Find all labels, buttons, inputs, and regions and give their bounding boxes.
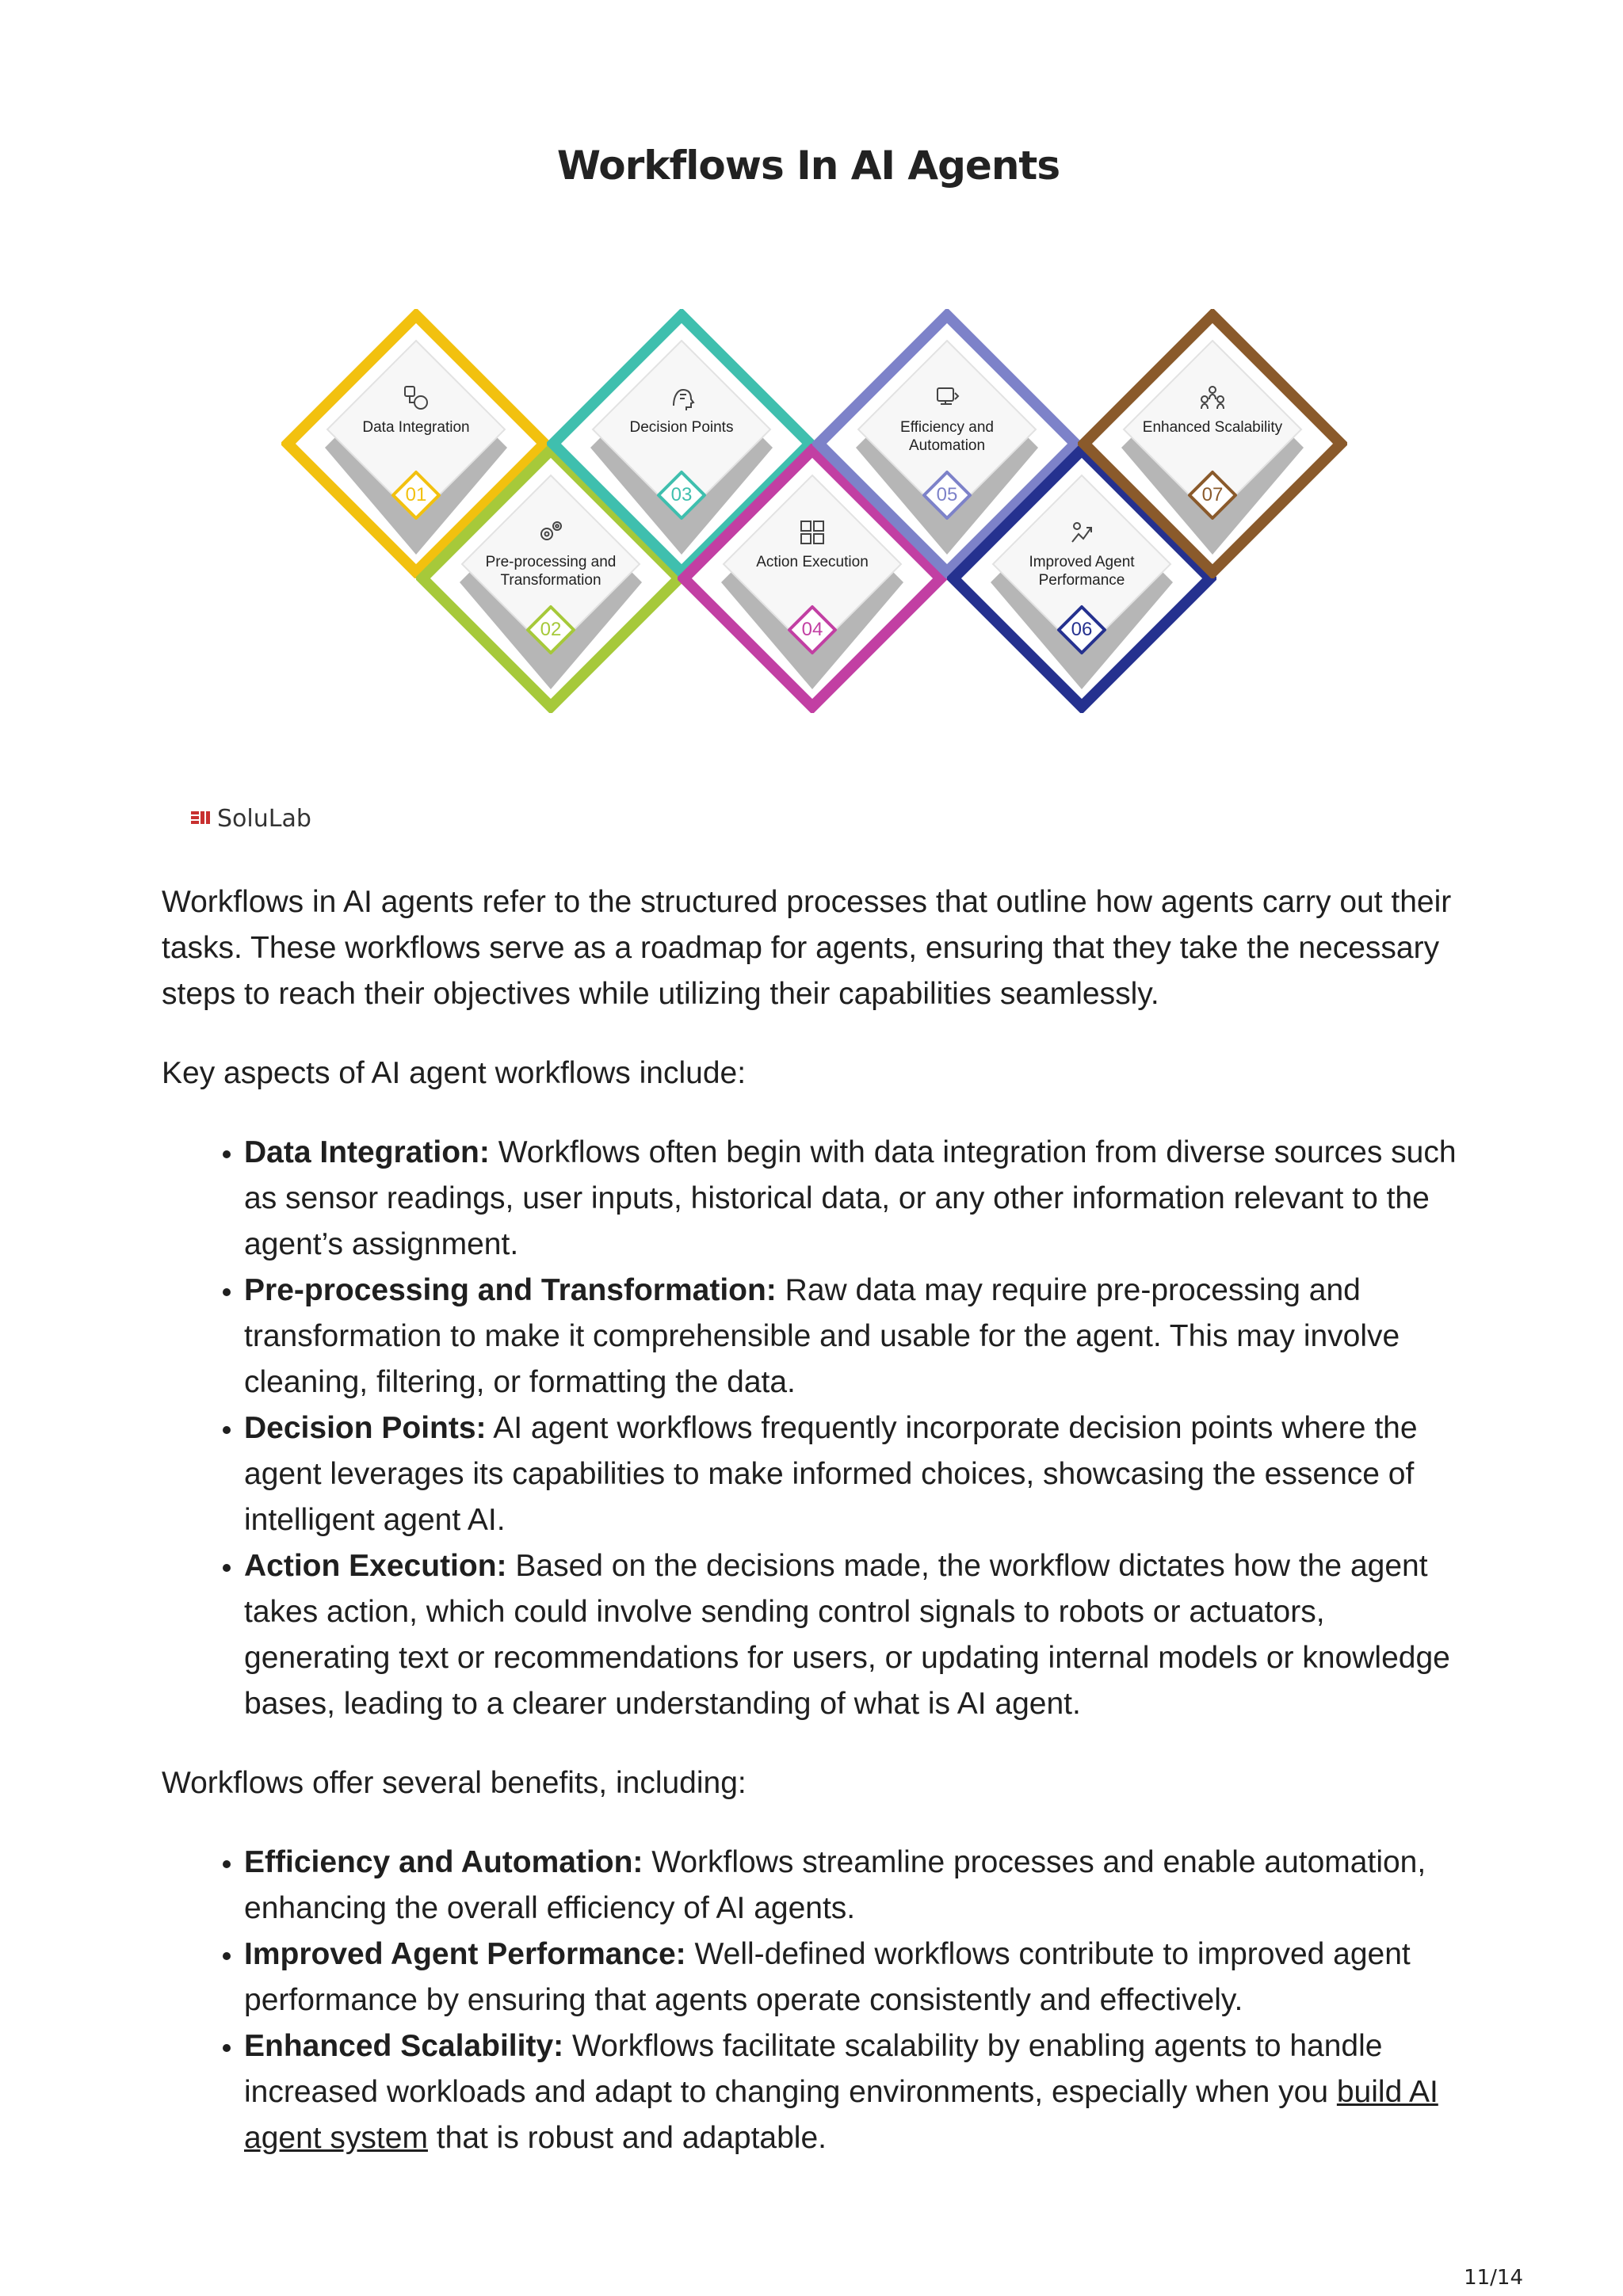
term: Efficiency and Automation: bbox=[244, 1845, 643, 1879]
step-number: 06 bbox=[1071, 619, 1093, 640]
step-label: Data Integration bbox=[362, 419, 470, 436]
step-label: Improved Agent Performance bbox=[1029, 554, 1135, 589]
list-item: • Pre-processing and Transformation: Raw data may require pre-processing and transformation to make it comprehensible and usable for the agent. This may involve cleaning, filtering, or formatting the data. bbox=[244, 1268, 1469, 1405]
term: Decision Points: bbox=[244, 1411, 487, 1445]
term: Improved Agent Performance: bbox=[244, 1937, 686, 1971]
aspects-heading: Key aspects of AI agent workflows include: bbox=[162, 1056, 747, 1090]
step-card bbox=[345, 382, 487, 437]
solulab-logo-icon bbox=[190, 809, 211, 830]
step-number: 01 bbox=[405, 484, 427, 505]
step-label: Pre-processing and Transformation bbox=[485, 554, 617, 589]
list-item: • Improved Agent Performance: Well-defined workflows contribute to improved agent performance by ensuring that agents operate consistently and effectively. bbox=[244, 1932, 1469, 2023]
list-item: • Enhanced Scalability: Workflows facilitate scalability by enabling agents to handle increased workloads and adapt to changing environments, especially when you build AI agent system that is robust and adaptable. bbox=[244, 2023, 1469, 2161]
step-number: 05 bbox=[936, 484, 958, 505]
step-number-badge bbox=[1185, 467, 1240, 523]
brand-logo bbox=[190, 805, 311, 833]
step-number-badge bbox=[1054, 602, 1109, 658]
term: Pre-processing and Transformation: bbox=[244, 1273, 777, 1307]
term: Data Integration: bbox=[244, 1135, 490, 1169]
decision-head-icon bbox=[666, 382, 697, 414]
step-number-badge bbox=[523, 602, 579, 658]
step-number: 03 bbox=[670, 484, 693, 505]
step-diamond bbox=[1078, 309, 1347, 578]
list-item: • Decision Points: AI agent workflows frequently incorporate decision points where the agent leverages its capabilities to make informed choices, showcasing the essence of intelligent agent AI. bbox=[244, 1405, 1469, 1543]
step-label: Enhanced Scalability bbox=[1142, 419, 1283, 436]
list-item: • Action Execution: Based on the decisions made, the workflow dictates how the agent takes action, which could involve sending control signals to robots or actuators, generating text or recommendations for users, or updating internal models or knowledge bases, leading to a clearer understanding of what is AI agent. bbox=[244, 1543, 1469, 1727]
list-item: • Data Integration: Workflows often begin with data integration from diverse sources such as sensor readings, user inputs, historical data, or any other information relevant to the agent’s assignment. bbox=[244, 1130, 1469, 1268]
build-ai-agent-system-link[interactable]: build AI agent system bbox=[244, 2075, 1438, 2155]
intro-paragraph: Workflows in AI agents refer to the structured processes that outline how agents carry out their tasks. These workflows serve as a roadmap for agents, ensuring that they take the necessary steps to reach their objectives while utilizing their capabilities seamlessly. bbox=[162, 885, 1452, 1011]
brand-name: SoluLab bbox=[217, 805, 311, 833]
diamond-frame bbox=[1078, 309, 1347, 578]
step-number: 07 bbox=[1201, 484, 1224, 505]
step-number: 04 bbox=[801, 619, 823, 640]
benefits-list bbox=[162, 1840, 1469, 2161]
article-body bbox=[162, 879, 1469, 2195]
data-integration-icon bbox=[400, 382, 432, 414]
step-number: 02 bbox=[540, 619, 562, 640]
step-card bbox=[610, 382, 753, 437]
aspects-list bbox=[162, 1130, 1469, 1727]
automation-icon bbox=[931, 382, 963, 414]
term: Enhanced Scalability: bbox=[244, 2029, 564, 2063]
step-label: Decision Points bbox=[629, 419, 734, 436]
step-card bbox=[1141, 382, 1284, 437]
step-number-badge bbox=[785, 602, 840, 658]
step-label: Efficiency and Automation bbox=[900, 419, 994, 454]
workflow-infographic bbox=[190, 111, 1426, 903]
list-item: • Efficiency and Automation: Workflows streamline processes and enable automation, enhancing the overall efficiency of AI agents. bbox=[244, 1840, 1469, 1932]
infographic-title: Workflows In AI Agents bbox=[556, 143, 1060, 189]
term: Action Execution: bbox=[244, 1549, 507, 1583]
step-label: Action Execution bbox=[756, 554, 869, 570]
benefits-heading: Workflows offer several benefits, including: bbox=[162, 1766, 747, 1800]
page-number: 11/14 bbox=[1464, 2266, 1523, 2290]
scalability-icon bbox=[1197, 382, 1228, 414]
